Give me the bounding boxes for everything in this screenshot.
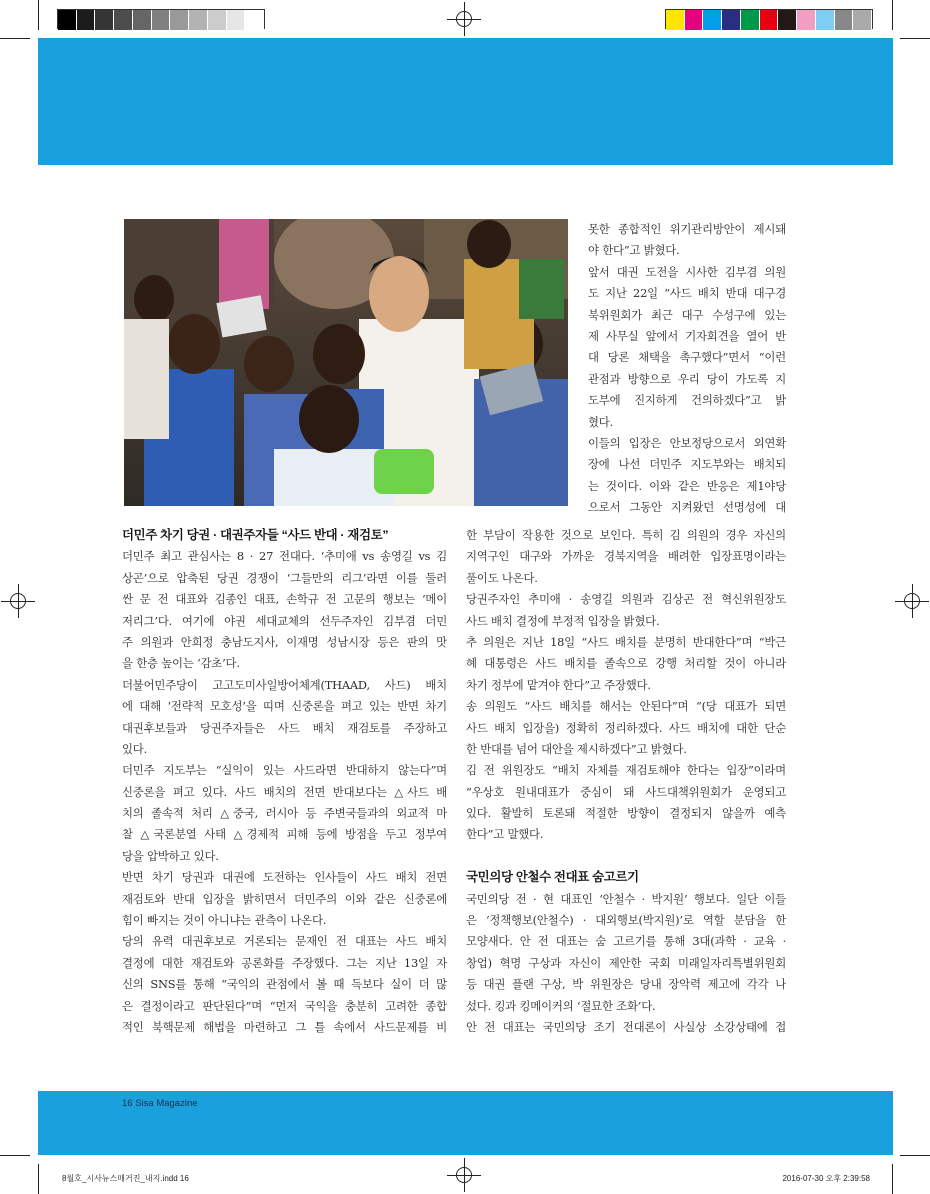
color-swatch (208, 10, 227, 30)
color-swatch (189, 10, 208, 30)
body-line: 으로서 그동안 지켜왔던 선명성에 대 (588, 500, 786, 515)
process-color-bar (665, 9, 873, 29)
body-line: “우상호 원내대표가 중심이 돼 사드대책위원회가 운영되고 (466, 784, 786, 799)
color-swatch (245, 10, 264, 30)
body-line: 혜 대통령은 사드 배치를 졸속으로 강행 처리할 것이 아니라 (466, 656, 786, 671)
body-line: 관점과 방향으로 우리 당이 가도록 지 (588, 371, 786, 386)
crop-mark (900, 38, 930, 39)
color-swatch (722, 10, 741, 30)
color-swatch (853, 10, 872, 30)
body-line: 더불어민주당이 고고도미사일방어체계(THAAD, 사드) 배치 (122, 677, 447, 692)
body-line: 싼 문 전 대표와 김종인 대표, 손학규 전 고문의 행보는 ‘메이 (122, 592, 447, 607)
header-band (38, 38, 893, 165)
body-line: 한 반대를 넘어 대안을 제시하겠다”고 밝혔다. (466, 741, 687, 756)
body-line: 등 대권 플랜 구상, 박 위원장은 당내 장악력 제고에 각각 나 (466, 977, 786, 992)
page-folio: 16 Sisa Magazine (122, 1098, 198, 1109)
body-line: 안 전 대표는 국민의당 조기 전대론이 사실상 소강상태에 접 (466, 1019, 786, 1034)
body-line: 모양새다. 안 전 대표는 숨 고르기를 통해 3대(과학 · 교육 · (466, 934, 786, 949)
body-line: 이들의 입장은 안보정당으로서 외연확 (588, 435, 786, 450)
body-line: 사드 배치 결정에 부정적 입장을 밝혔다. (466, 613, 660, 628)
body-line: 저리그’다. 여기에 야권 세대교체의 선두주자인 김부겸 더민 (122, 613, 447, 628)
section-heading: 더민주 차기 당권 · 대권주자들 “사드 반대 · 재검토” (122, 528, 389, 542)
body-line: 추 의원은 지난 18일 “사드 배치를 분명히 반대한다”며 “박근 (466, 634, 786, 649)
section-heading: 국민의당 안철수 전대표 숨고르기 (466, 870, 639, 885)
article-column-left (122, 525, 447, 1038)
body-line: 김 전 위원장도 “배치 자체를 재검토해야 한다는 입장”이라며 (466, 763, 786, 778)
body-line: 야 한다”고 밝혔다. (588, 243, 680, 258)
body-line: 섰다. 킹과 킹메이커의 ‘절묘한 조화’다. (466, 998, 656, 1013)
body-line: 지역구인 대구와 가까운 경북지역을 배려한 입장표명이라는 (466, 549, 786, 564)
color-swatch (152, 10, 171, 30)
body-line: 도 지난 22일 “사드 배치 반대 대구경 (588, 286, 786, 301)
color-swatch (114, 10, 133, 30)
color-swatch (741, 10, 760, 30)
body-line: 찰 △국론분열 사태 △경제적 피해 등에 방점을 두고 정부여 (122, 827, 447, 842)
color-swatch (58, 10, 77, 30)
body-line: 주 의원과 안희정 충남도지사, 이재명 성남시장 등은 판의 맛 (122, 634, 447, 649)
body-line: 는 것이다. 이와 같은 반응은 제1야당 (588, 478, 786, 493)
crop-mark (38, 1164, 39, 1194)
color-swatch (170, 10, 189, 30)
body-line: 북위원회가 최근 대구 수성구에 있는 (588, 307, 786, 322)
body-line: 반면 차기 당권과 대권에 도전하는 인사들이 사드 배치 전면 (122, 870, 447, 885)
body-line: 재검토와 반대 입장을 밝히면서 더민주의 이와 같은 신중론에 (122, 891, 447, 906)
body-line: 차기 정부에 맡겨야 한다”고 주장했다. (466, 677, 651, 692)
body-line: 더민주 최고 관심사는 8 · 27 전대다. ‘추미애 vs 송영길 vs 김 (122, 549, 447, 564)
crop-mark (900, 1155, 930, 1156)
body-line: 은 결정이라고 판단된다”며 “먼저 국익을 충분히 고려한 종합 (122, 998, 447, 1013)
body-line: 대 당론 채택을 촉구했다”면서 “이런 (588, 350, 786, 365)
body-line: 앞서 대권 도전을 시사한 김부겸 의원 (588, 264, 786, 279)
body-line: 힘이 빠지는 것이 아니냐는 관측이 나온다. (122, 913, 327, 928)
body-line: 상곤’으로 압축된 당권 경쟁이 ‘그들만의 리그’라면 이를 둘러 (122, 570, 447, 585)
body-line: 대권후보들과 당권주자들은 사드 배치 재검토를 주장하고 (122, 720, 447, 735)
photo-image (124, 219, 568, 506)
registration-mark-left (1, 584, 35, 618)
body-line: 제 사무실 앞에서 기자회견을 열어 반 (588, 328, 786, 343)
article-column-right-top (588, 219, 786, 518)
body-line: 도부에 진지하게 건의하겠다”고 밝 (588, 393, 786, 408)
file-slug: 8월호_시사뉴스매거진_내지.indd 16 (62, 1174, 189, 1183)
color-swatch (703, 10, 722, 30)
registration-mark-bottom (447, 1158, 481, 1192)
body-line: 장에 나선 더민주 지도부와는 배치되 (588, 457, 786, 472)
body-line: 사드 배치 입장을) 정확히 정리하겠다. 사드 배치에 대한 단순 (466, 720, 786, 735)
crop-mark (0, 38, 30, 39)
body-line: 에 대해 ‘전략적 모호성’을 띠며 신중론을 펴고 있는 반면 차기 (122, 699, 447, 714)
article-column-right (466, 525, 786, 1038)
color-swatch (133, 10, 152, 30)
body-line: 당권주자인 추미애 · 송영길 의원과 김상곤 전 혁신위원장도 (466, 592, 786, 607)
body-line: 신중론을 펴고 있다. 사드 배치의 전면 반대보다는 △사드 배 (122, 784, 447, 799)
timestamp-slug: 2016-07-30 오후 2:39:58 (782, 1174, 870, 1183)
color-swatch (760, 10, 779, 30)
body-line: 있다. (122, 741, 148, 756)
color-swatch (835, 10, 854, 30)
body-line: 은 ‘정책행보(안철수) · 대외행보(박지원)’로 역할 분담을 한 (466, 913, 786, 928)
body-line: 못한 종합적인 위기관리방안이 제시돼 (588, 222, 786, 236)
body-line: 적인 북핵문제 해법을 마련하고 그 틀 속에서 사드문제를 비 (122, 1019, 447, 1034)
body-line: 송 의원도 “사드 배치를 해서는 안된다”며 “(당 대표가 되면 (466, 699, 786, 714)
body-line: 혔다. (588, 414, 614, 429)
body-line: 더민주 지도부는 “실익이 있는 사드라면 반대하지 않는다”며 (122, 763, 447, 778)
body-line: 당을 압박하고 있다. (122, 848, 219, 863)
color-swatch (666, 10, 685, 30)
body-line: 한다”고 말했다. (466, 827, 544, 842)
color-swatch (778, 10, 797, 30)
body-line: 치의 졸속적 처리 △중국, 러시아 등 주변국들과의 외교적 마 (122, 806, 447, 821)
body-line: 국민의당 전 · 현 대표인 ‘안철수 · 박지원’ 행보다. 일단 이들 (466, 891, 786, 906)
body-line: 을 한층 높이는 ‘감초’다. (122, 656, 240, 671)
color-swatch (685, 10, 704, 30)
gray-color-bar (57, 9, 265, 29)
crop-mark (892, 0, 893, 30)
crop-mark (892, 1164, 893, 1194)
body-line: 있다. 활발히 토론돼 적절한 방향이 결정되지 않을까 예측 (466, 806, 786, 821)
color-swatch (77, 10, 96, 30)
color-swatch (95, 10, 114, 30)
body-line: 풀이도 나온다. (466, 570, 538, 585)
body-line: 한 부담이 작용한 것으로 보인다. 특히 김 의원의 경우 자신의 (466, 528, 786, 542)
color-swatch (227, 10, 246, 30)
crop-mark (38, 0, 39, 30)
color-swatch (797, 10, 816, 30)
body-line: 창업) 혁명 구상과 자신이 제안한 국회 미래일자리특별위원회 (466, 955, 786, 970)
registration-mark-top (447, 2, 481, 36)
crop-mark (0, 1155, 30, 1156)
body-line: 결정에 대한 재검토와 공론화를 주장했다. 그는 지난 13일 자 (122, 955, 447, 970)
body-line: 신의 SNS를 통해 “국익의 관점에서 볼 때 득보다 실이 더 많 (122, 977, 447, 992)
color-swatch (816, 10, 835, 30)
registration-mark-right (895, 584, 929, 618)
body-line: 당의 유력 대권후보로 거론되는 문재인 전 대표는 사드 배치 (122, 934, 447, 949)
